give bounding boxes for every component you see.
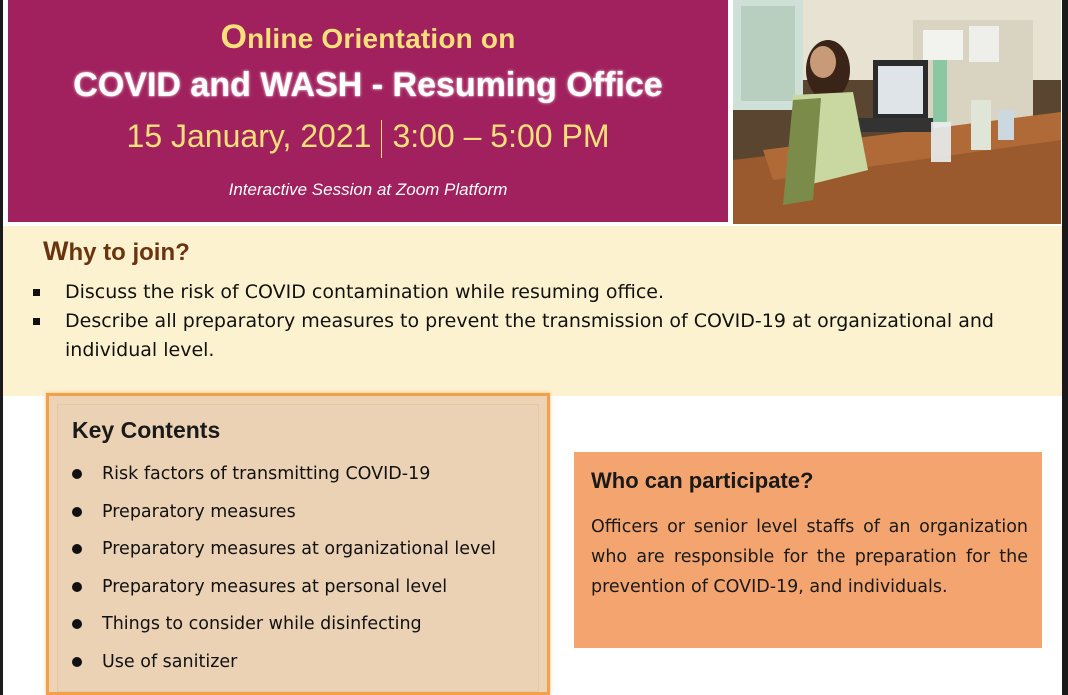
list-item [64,538,544,576]
why-item-text: Describe all preparatory measures to prevent the transmission of COVID-19 at organizational and individual level. [65,310,994,361]
who-can-participate-heading: Who can participate? [591,468,814,493]
bullet-icon [72,544,82,554]
list-item [64,651,544,689]
title-line-1-initial: O [220,18,248,56]
bullet-icon [72,469,82,479]
key-contents-heading: Key Contents [72,417,221,443]
square-bullet-icon [33,318,40,325]
frame-right-border [1062,0,1068,695]
list-item-text: Things to consider while disinfecting [102,614,422,635]
bullet-icon [72,619,82,629]
office-photo-illustration [733,0,1061,224]
why-to-join-heading [43,236,190,267]
title-line-1-rest: nline Orientation on [247,23,516,54]
title-line-1 [8,18,728,57]
key-contents-list [64,463,544,689]
list-item [64,463,544,501]
who-can-participate-box [574,452,1042,648]
event-date: 15 January, 2021 [126,118,372,154]
header-banner [8,0,728,222]
bullet-icon [72,657,82,667]
list-item-text: Risk factors of transmitting COVID-19 [102,464,431,484]
bullet-icon [72,507,82,517]
square-bullet-icon [33,289,40,296]
list-item [64,576,544,614]
key-contents-panel [57,404,539,692]
date-time-line [8,118,728,158]
list-item [64,501,544,539]
session-subtitle: Interactive Session at Zoom Platform [228,180,508,199]
title-line-2: COVID and WASH - Resuming Office [73,66,663,104]
office-photo [733,0,1061,224]
list-item [64,613,544,651]
bullet-icon [72,582,82,592]
date-time-separator [381,120,382,158]
why-heading-rest: hy to join? [68,239,190,266]
key-contents-box [46,393,550,695]
list-item-text: Preparatory measures at organizational level [102,539,496,560]
event-time: 3:00 – 5:00 PM [392,118,610,154]
why-item [33,278,1033,307]
why-to-join-section [3,226,1062,396]
list-item-text: Use of sanitizer [102,651,238,672]
list-item-text: Preparatory measures [102,501,296,522]
list-item-text: Preparatory measures at personal level [102,576,448,597]
who-can-participate-text: Officers or senior level staffs of an organization who are responsible for the preparation for the prevention of COVID-19, and individuals. [591,517,1028,597]
why-list [33,278,1033,365]
why-heading-initial: W [43,236,69,266]
why-item-text: Discuss the risk of COVID contamination while resuming office. [65,281,665,303]
why-item [33,307,1033,365]
